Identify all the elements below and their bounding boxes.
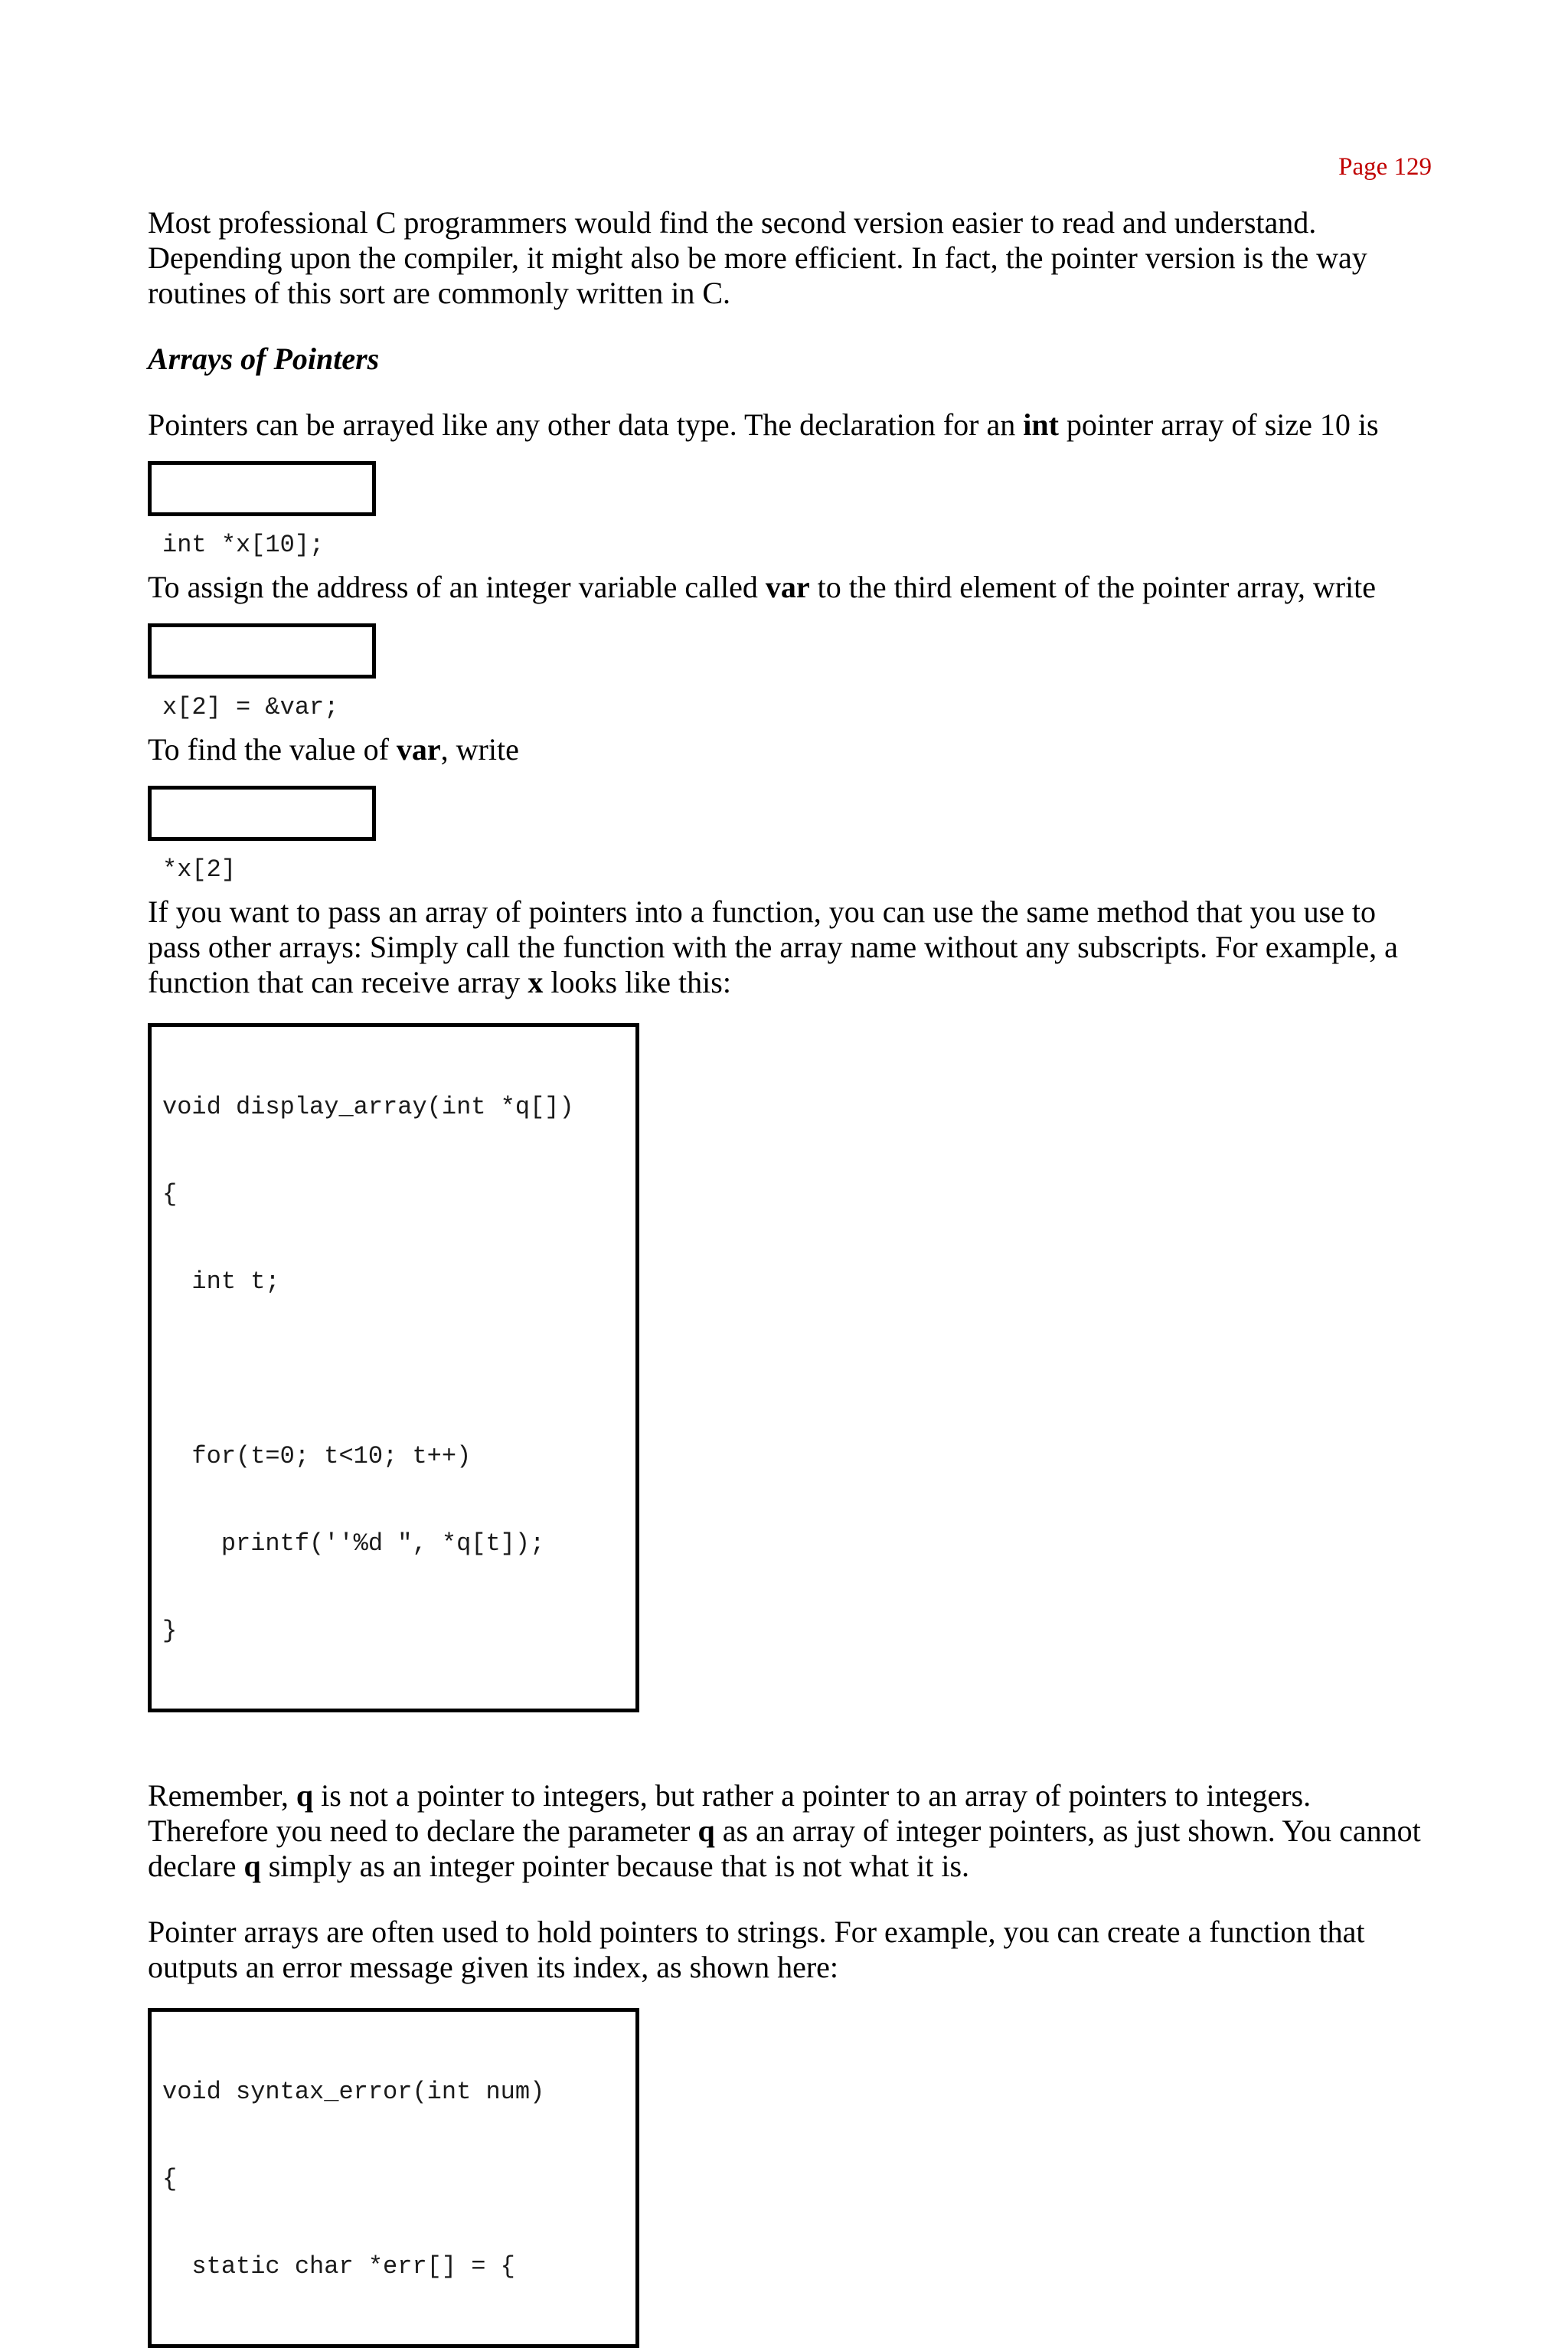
paragraph-assign: [148, 570, 1434, 605]
code-line: {: [162, 2165, 178, 2193]
bold-term: var: [396, 732, 441, 767]
code-block-assign: [148, 623, 376, 721]
bold-term: x: [528, 965, 544, 999]
code-line: [162, 1355, 635, 1384]
paragraph-pass: [148, 894, 1434, 1000]
code-line: void syntax_error(int num): [162, 2078, 545, 2106]
code-line: int t;: [162, 1267, 280, 1296]
paragraph-strings: Pointer arrays are often used to hold pointers to strings. For example, you can create a function that outputs an error message given its index, as shown here:: [148, 1915, 1365, 1984]
text: , write: [440, 732, 519, 767]
text: as an array of integer pointers, as just shown. You cannot declare: [148, 1813, 1421, 1883]
paragraph-remember: [148, 1778, 1434, 1884]
text: to the third element of the pointer array, write: [809, 570, 1377, 604]
text: Remember,: [148, 1778, 296, 1813]
intro-paragraph: Most professional C programmers would find the second version easier to read and understand. Depending upon the compiler, it might also be more efficient. In fact, the pointer version is the way routines of this sort are commonly written in C.: [148, 205, 1367, 310]
bold-term: var: [765, 570, 810, 604]
code-line: for(t=0; t<10; t++): [162, 1442, 472, 1470]
text: simply as an integer pointer because that is not what it is.: [260, 1849, 970, 1883]
text: To assign the address of an integer variable called: [148, 570, 766, 604]
bold-term: q: [697, 1813, 715, 1848]
code-line: void display_array(int *q[]): [162, 1093, 574, 1121]
page-number: Page 129: [1338, 153, 1432, 181]
code-line: printf(''%d ", *q[t]);: [162, 1529, 545, 1558]
code-line: int *x[10];: [162, 531, 325, 559]
paragraph-declare: [148, 407, 1434, 443]
bold-term: int: [1023, 407, 1059, 442]
code-line: static char *err[] = {: [162, 2252, 515, 2281]
text: looks like this:: [543, 965, 731, 999]
code-line: x[2] = &var;: [162, 693, 339, 721]
text: If you want to pass an array of pointers into a function, you can use the same method that you use to pass other arrays: Simply call the function with the array name without any subscripts. For example, a function that can receive array: [148, 894, 1398, 999]
text: Pointers can be arrayed like any other data type. The declaration for an: [148, 407, 1024, 442]
text: To find the value of: [148, 732, 397, 767]
text: pointer array of size 10 is: [1058, 407, 1379, 442]
code-block-declare: [148, 461, 376, 559]
code-line: {: [162, 1180, 178, 1208]
bold-term: q: [296, 1778, 314, 1813]
code-block-display-array: [148, 1023, 639, 1712]
text: is not a pointer to integers, but rather a pointer to an array of pointers to integers. Therefore you need to declare the parameter: [148, 1778, 1312, 1848]
code-line: }: [162, 1617, 178, 1645]
code-block-find: [148, 786, 376, 884]
section-heading: Arrays of Pointers: [148, 342, 380, 376]
code-block-syntax-error: [148, 2008, 639, 2348]
paragraph-find: [148, 732, 1434, 767]
bold-term: q: [243, 1849, 261, 1883]
page-content: [148, 205, 1434, 2348]
code-line: *x[2]: [162, 855, 237, 884]
